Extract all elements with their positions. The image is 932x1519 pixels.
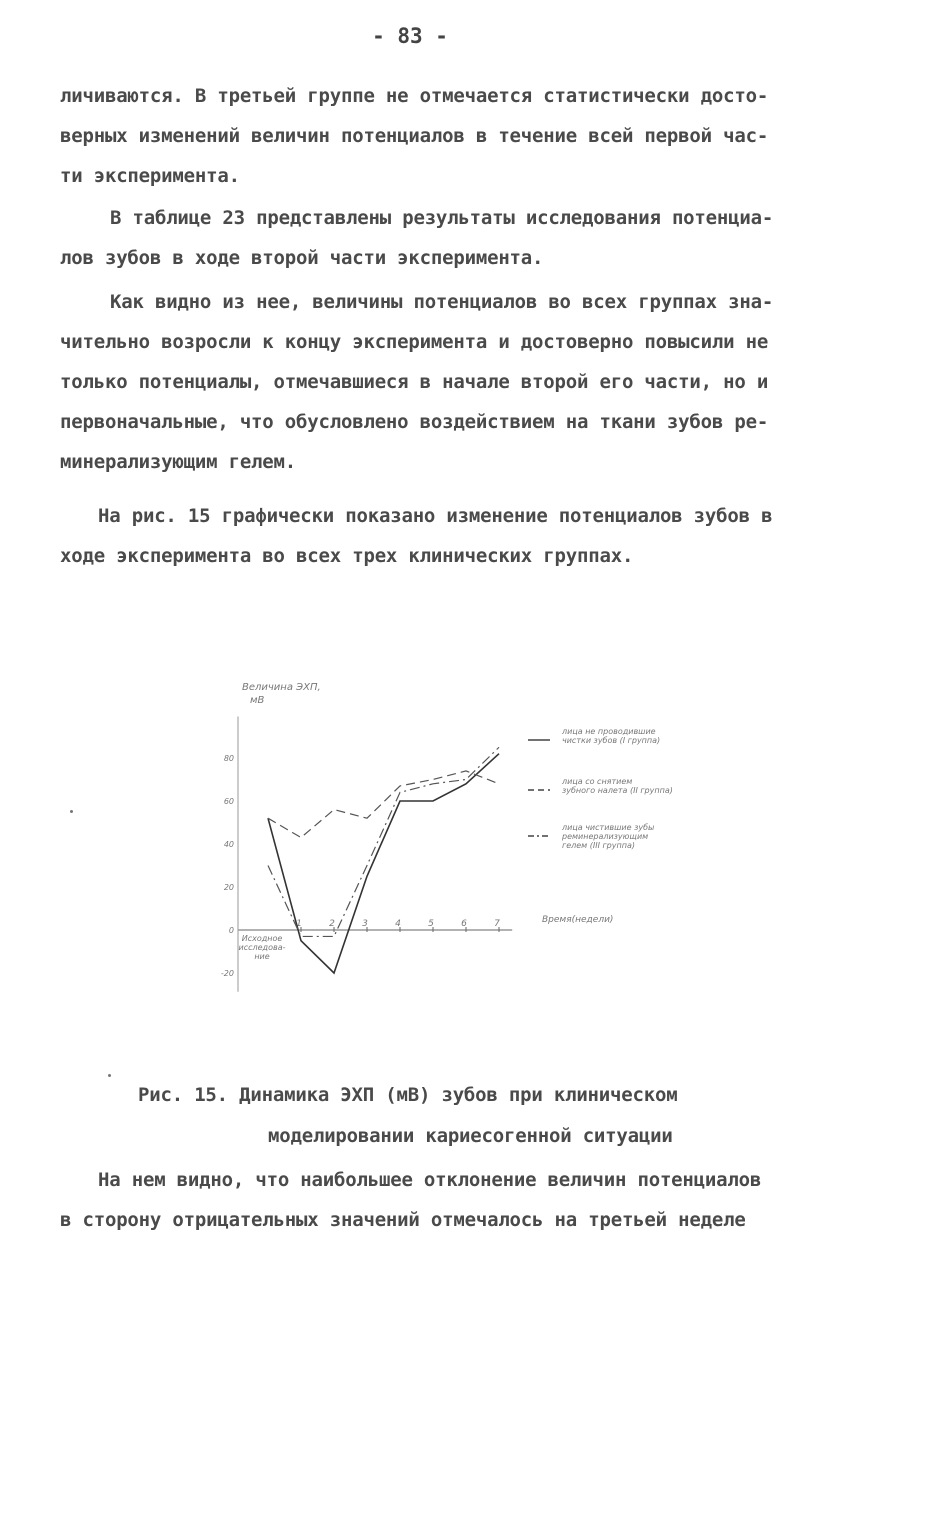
x-tick-label: 2: [329, 919, 335, 929]
y-tick-label: -20: [220, 969, 234, 978]
x-tick-label: 4: [395, 919, 401, 929]
legend-label: чистки зубов (I группа): [562, 736, 661, 745]
text-line: В таблице 23 представлены результаты исследования потенциа-: [110, 207, 774, 229]
text-line: ти эксперимента.: [60, 165, 240, 187]
paragraph-2: [60, 198, 875, 278]
y-tick-label: 80: [223, 754, 234, 763]
scan-speck: [108, 1074, 111, 1077]
x-tick-label: 5: [428, 919, 434, 929]
figure-caption-line-2: моделировании кариесогенной ситуации: [268, 1125, 673, 1147]
y-axis-label-unit: мВ: [250, 695, 265, 706]
paragraph-4: [60, 496, 875, 576]
paragraph-3: [60, 282, 875, 482]
series-line: [268, 747, 499, 936]
legend-label: лица не проводившие: [562, 727, 656, 736]
x-tick-label: 6: [461, 919, 467, 929]
y-tick-label: 0: [228, 926, 234, 935]
series-line: [268, 754, 499, 973]
page-number: - 83 -: [372, 24, 448, 48]
text-line: лов зубов в ходе второй части эксперимента.: [60, 247, 544, 269]
legend-label: гелем (III группа): [562, 841, 635, 850]
origin-label: ние: [254, 952, 270, 961]
paragraph-5: [60, 1160, 875, 1240]
origin-label: исследова-: [238, 943, 286, 952]
figure-caption-line-1: Рис. 15. Динамика ЭХП (мВ) зубов при клиническом: [138, 1084, 678, 1106]
legend-label: реминерализующим: [562, 832, 649, 841]
text-line: чительно возросли к концу эксперимента и достоверно повысили не: [60, 331, 769, 353]
y-axis-label: Величина ЭХП,: [242, 682, 321, 693]
y-tick-label: 20: [223, 883, 234, 892]
x-axis-label: Время(недели): [542, 915, 614, 925]
x-tick-label: 1: [296, 919, 302, 929]
y-tick-label: 60: [223, 797, 234, 806]
series-line: [268, 771, 499, 838]
text-line: только потенциалы, отмечавшиеся в начале второй его части, но и: [60, 371, 769, 393]
legend-label: зубного налета (II группа): [562, 786, 673, 795]
ecp-dynamics-chart: [200, 660, 700, 1000]
chart-svg: [200, 660, 700, 1000]
text-line: Как видно из нее, величины потенциалов во всех группах зна-: [110, 291, 774, 313]
paragraph-1: [60, 76, 875, 196]
text-line: первоначальные, что обусловлено воздействием на ткани зубов ре-: [60, 411, 769, 433]
text-line: минерализующим гелем.: [60, 451, 297, 473]
x-tick-label: 3: [362, 919, 368, 929]
text-line: личиваются. В третьей группе не отмечается статистически досто-: [60, 85, 769, 107]
text-line: На нем видно, что наибольшее отклонение величин потенциалов: [98, 1169, 762, 1191]
legend-label: лица со снятием: [562, 777, 633, 786]
y-tick-label: 40: [223, 840, 234, 849]
x-tick-label: 7: [494, 919, 500, 929]
legend-label: лица чистившие зубы: [562, 823, 655, 832]
scan-speck: [70, 810, 73, 813]
origin-label: Исходное: [241, 934, 283, 943]
text-line: верных изменений величин потенциалов в течение всей первой час-: [60, 125, 769, 147]
text-line: На рис. 15 графически показано изменение потенциалов зубов в: [98, 505, 773, 527]
text-line: ходе эксперимента во всех трех клинических группах.: [60, 545, 634, 567]
text-line: в сторону отрицательных значений отмечалось на третьей неделе: [60, 1209, 746, 1231]
